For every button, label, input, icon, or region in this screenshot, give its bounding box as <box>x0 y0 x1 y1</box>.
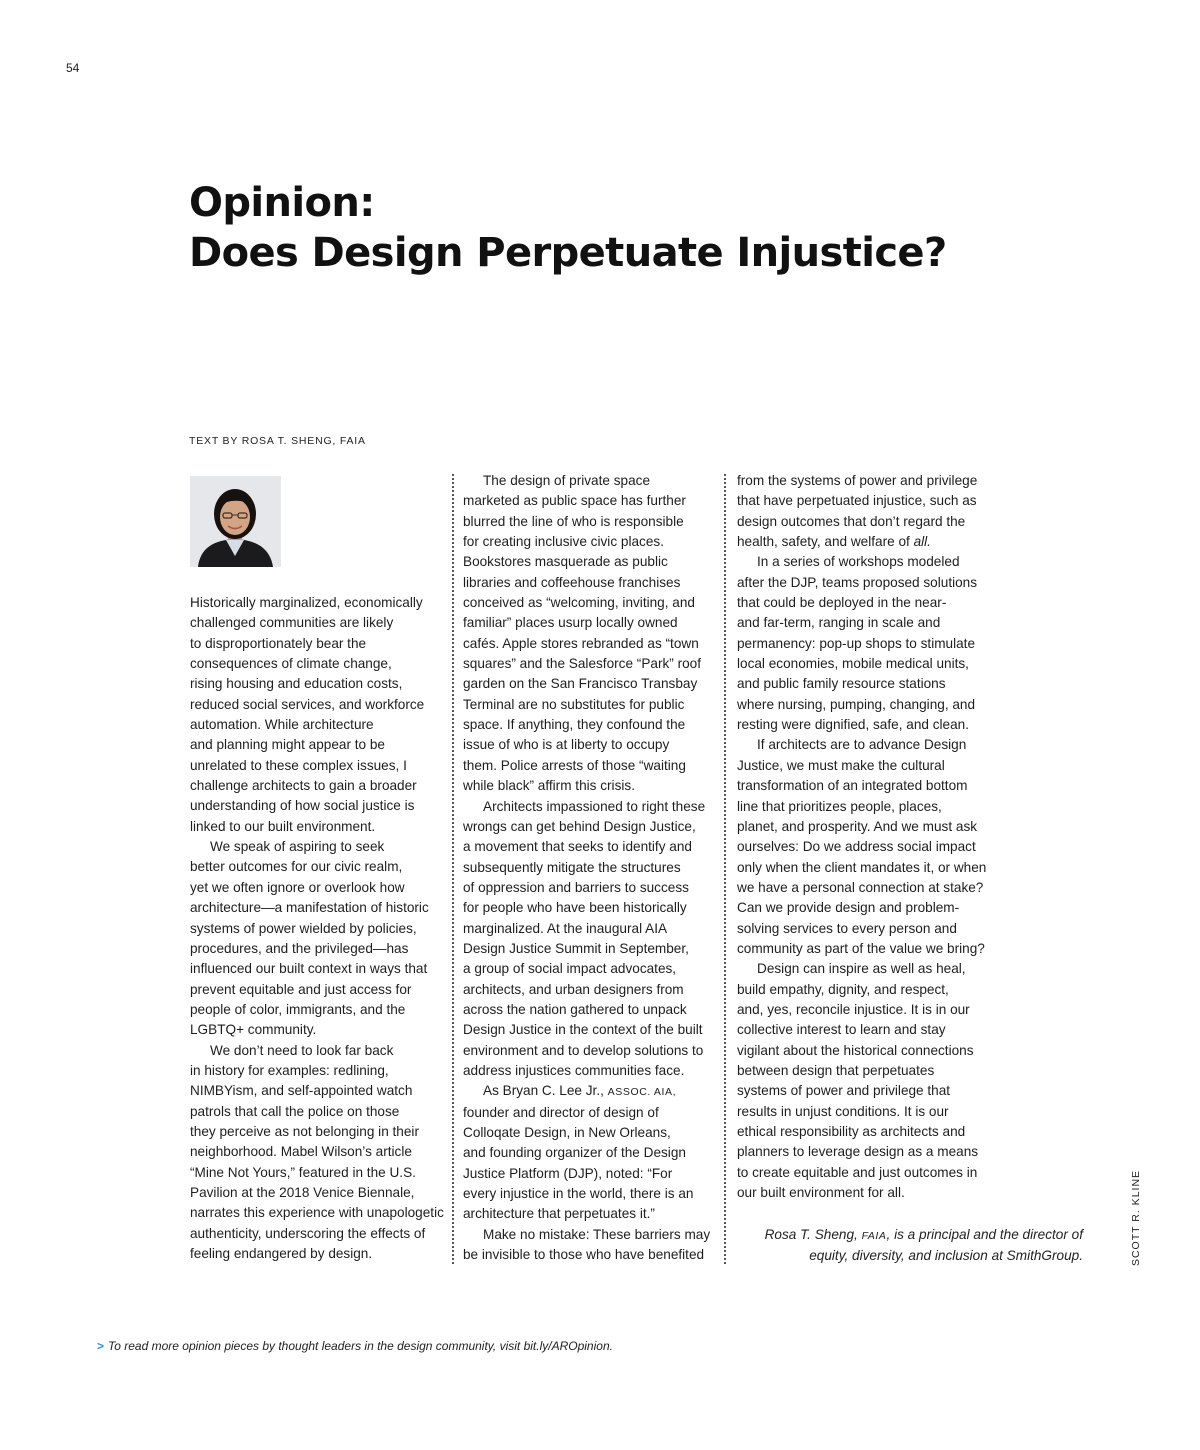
text-line: ethical responsibility as architects and <box>737 1124 966 1139</box>
text-line: resting were dignified, safe, and clean. <box>737 717 969 733</box>
text-line: rising housing and education costs, <box>190 676 403 692</box>
text-line: linked to our built environment. <box>190 818 376 834</box>
text-line: build empathy, dignity, and respect, <box>737 981 949 997</box>
text-line: LGBTQ+ community. <box>190 1022 317 1038</box>
text-line: every injustice in the world, there is an <box>463 1186 694 1202</box>
text-line: Pavilion at the 2018 Venice Biennale, <box>190 1184 415 1200</box>
text-line: of oppression and barriers to success <box>463 879 689 895</box>
text-line: and planning might appear to be <box>190 737 385 753</box>
text-line: automation. While architecture <box>190 717 374 733</box>
article-column-1 <box>190 593 445 1264</box>
bio-credential: FAIA <box>861 1230 887 1242</box>
text-line: address injustices communities face. <box>463 1062 685 1078</box>
text-line: Justice Platform (DJP), noted: “For <box>463 1165 673 1181</box>
text-line: libraries and coffeehouse franchises <box>463 574 681 590</box>
text-line: Colloqate Design, in New Orleans, <box>463 1125 671 1140</box>
text-line: be invisible to those who have benefited <box>463 1247 705 1263</box>
text-line: NIMBYism, and self-appointed watch <box>190 1083 413 1099</box>
text-line: systems of power wielded by policies, <box>190 920 417 936</box>
text-line: better outcomes for our civic realm, <box>190 859 403 875</box>
text-line: Design Justice Summit in September, <box>463 940 689 956</box>
text-line: transformation of an integrated bottom <box>737 778 968 794</box>
text-line: prevent equitable and just access for <box>190 981 412 997</box>
text-line: unrelated to these complex issues, I <box>190 757 407 773</box>
text-line: where nursing, pumping, changing, and <box>737 696 976 712</box>
text-line: Terminal are no substitutes for public <box>463 696 685 712</box>
text-line: Design Justice in the context of the built <box>463 1022 703 1038</box>
title-line-2: Does Design Perpetuate Injustice? <box>189 230 947 276</box>
arrow-icon: > <box>97 1339 105 1353</box>
text-line: Make no mistake: These barriers may <box>483 1226 711 1242</box>
text-line: Can we provide design and problem- <box>737 900 960 916</box>
text-line: Historically marginalized, economically <box>190 595 423 610</box>
text-line: yet we often ignore or overlook how <box>190 879 405 895</box>
portrait-image <box>190 476 281 567</box>
text-line: consequences of climate change, <box>190 656 392 672</box>
text-line: narrates this experience with unapologetic <box>190 1205 444 1221</box>
text-line: We speak of aspiring to seek <box>210 839 385 855</box>
text-line: after the DJP, teams proposed solutions <box>737 574 978 590</box>
text-line <box>737 532 997 552</box>
text-line: and far-term, ranging in scale and <box>737 615 941 631</box>
text-line: squares” and the Salesforce “Park” roof <box>463 656 702 672</box>
bio-name: Rosa T. Sheng, <box>764 1227 862 1242</box>
text-line: ourselves: Do we address social impact <box>737 839 976 855</box>
text-line: collective interest to learn and stay <box>737 1022 946 1038</box>
italic-word: all. <box>913 534 931 550</box>
text-line: subsequently mitigate the structures <box>463 859 681 875</box>
text-line: to disproportionately bear the <box>190 635 367 651</box>
column-divider <box>724 474 726 1264</box>
text-line: challenged communities are likely <box>190 615 394 631</box>
text-line <box>463 1081 718 1102</box>
text-line: influenced our built context in ways that <box>190 961 428 977</box>
text-line: If architects are to advance Design <box>757 737 967 753</box>
text-line: patrols that call the police on those <box>190 1103 400 1119</box>
text-line: wrongs can get behind Design Justice, <box>463 818 696 834</box>
text-line: architects, and urban designers from <box>463 981 684 997</box>
text-line: we have a personal connection at stake? <box>737 879 984 895</box>
text-line: while black” affirm this crisis. <box>463 778 635 794</box>
text-line: to create equitable and just outcomes in <box>737 1164 978 1180</box>
text-line: our built environment for all. <box>737 1185 905 1201</box>
text-line: cafés. Apple stores rebranded as “town <box>463 635 699 651</box>
bio-line-2: equity, diversity, and inclusion at SmithGroup. <box>809 1248 1083 1264</box>
text-line: solving services to every person and <box>737 920 957 936</box>
text-line: for people who have been historically <box>463 900 687 916</box>
text-line: feeling endangered by design. <box>190 1246 373 1261</box>
text-line: for creating inclusive civic places. <box>463 534 664 550</box>
text-line: conceived as “welcoming, inviting, and <box>463 595 695 611</box>
text-line: authenticity, underscoring the effects of <box>190 1225 426 1241</box>
text-line: planners to leverage design as a means <box>737 1144 979 1160</box>
photo-credit: SCOTT R. KLINE <box>1130 1169 1142 1267</box>
footer-note <box>97 1339 613 1353</box>
text-line: that have perpetuated injustice, such as <box>737 493 977 509</box>
text-line: Architects impassioned to right these <box>483 798 706 814</box>
text-line: from the systems of power and privilege <box>737 473 978 488</box>
bio-line-1 <box>740 1225 1083 1246</box>
text-line: environment and to develop solutions to <box>463 1042 704 1058</box>
text-line: marginalized. At the inaugural AIA <box>463 920 668 936</box>
text-line: founder and director of design of <box>463 1104 659 1120</box>
text-line: line that prioritizes people, places, <box>737 798 942 814</box>
text-line: vigilant about the historical connections <box>737 1042 974 1058</box>
text-line: familiar” places usurp locally owned <box>463 615 678 631</box>
text-line: understanding of how social justice is <box>190 798 415 814</box>
text-line: systems of power and privilege that <box>737 1083 951 1099</box>
text-line: design outcomes that don’t regard the <box>737 513 966 529</box>
text-line: only when the client mandates it, or when <box>737 859 987 875</box>
column-divider <box>452 474 454 1264</box>
author-portrait <box>190 476 281 567</box>
text-line: Design can inspire as well as heal, <box>757 961 966 977</box>
text-line: neighborhood. Mabel Wilson’s article <box>190 1144 412 1160</box>
text-line: We don’t need to look far back <box>210 1042 394 1058</box>
article-column-3 <box>737 471 997 1203</box>
text-line: procedures, and the privileged—has <box>190 940 409 956</box>
text-line: issue of who is at liberty to occupy <box>463 737 670 753</box>
author-bio <box>740 1225 1083 1267</box>
text-line: a group of social impact advocates, <box>463 961 677 977</box>
text-line: that could be deployed in the near- <box>737 595 947 611</box>
text-line: blurred the line of who is responsible <box>463 513 684 529</box>
text-line: community as part of the value we bring? <box>737 940 985 956</box>
text-line: garden on the San Francisco Transbay <box>463 676 698 692</box>
footer-link-text[interactable]: To read more opinion pieces by thought leaders in the design community, visit bit.ly/AROpinion. <box>108 1339 613 1353</box>
article-column-2 <box>463 471 718 1265</box>
text-line: them. Police arrests of those “waiting <box>463 757 686 773</box>
byline: TEXT BY ROSA T. SHENG, FAIA <box>189 435 366 447</box>
text-line: planet, and prosperity. And we must ask <box>737 818 978 834</box>
text-line: and public family resource stations <box>737 676 946 692</box>
text-line: marketed as public space has further <box>463 493 686 509</box>
text-line: local economies, mobile medical units, <box>737 656 969 672</box>
text-line: architecture that perpetuates it.” <box>463 1206 655 1222</box>
text-line: challenge architects to gain a broader <box>190 778 417 794</box>
bio-role: , is a principal and the director of <box>886 1227 1083 1242</box>
text-line: Justice, we must make the cultural <box>737 757 945 773</box>
text-line: Bookstores masquerade as public <box>463 554 668 570</box>
text-line: “Mine Not Yours,” featured in the U.S. <box>190 1164 416 1180</box>
text-fragment: As Bryan C. Lee Jr., <box>483 1083 608 1099</box>
smallcaps-credential: ASSOC. AIA, <box>607 1086 677 1099</box>
article-title <box>189 178 947 278</box>
text-line: permanency: pop-up shops to stimulate <box>737 635 976 651</box>
text-line: and founding organizer of the Design <box>463 1145 686 1161</box>
text-line: a movement that seeks to identify and <box>463 839 692 855</box>
text-line: and, yes, reconcile injustice. It is in our <box>737 1001 970 1017</box>
text-line: In a series of workshops modeled <box>757 554 960 570</box>
text-line: they perceive as not belonging in their <box>190 1123 419 1139</box>
text-line: reduced social services, and workforce <box>190 696 425 712</box>
text-line: in history for examples: redlining, <box>190 1062 389 1078</box>
text-line: The design of private space <box>483 473 651 488</box>
text-line: results in unjust conditions. It is our <box>737 1103 949 1119</box>
text-line: architecture—a manifestation of historic <box>190 900 429 916</box>
page-number: 54 <box>66 61 80 75</box>
text-line: between design that perpetuates <box>737 1062 935 1078</box>
text-line: people of color, immigrants, and the <box>190 1001 406 1017</box>
title-line-1: Opinion: <box>189 180 375 226</box>
text-line: space. If anything, they confound the <box>463 717 686 733</box>
text-fragment: health, safety, and welfare of <box>737 534 914 550</box>
text-line: across the nation gathered to unpack <box>463 1001 687 1017</box>
